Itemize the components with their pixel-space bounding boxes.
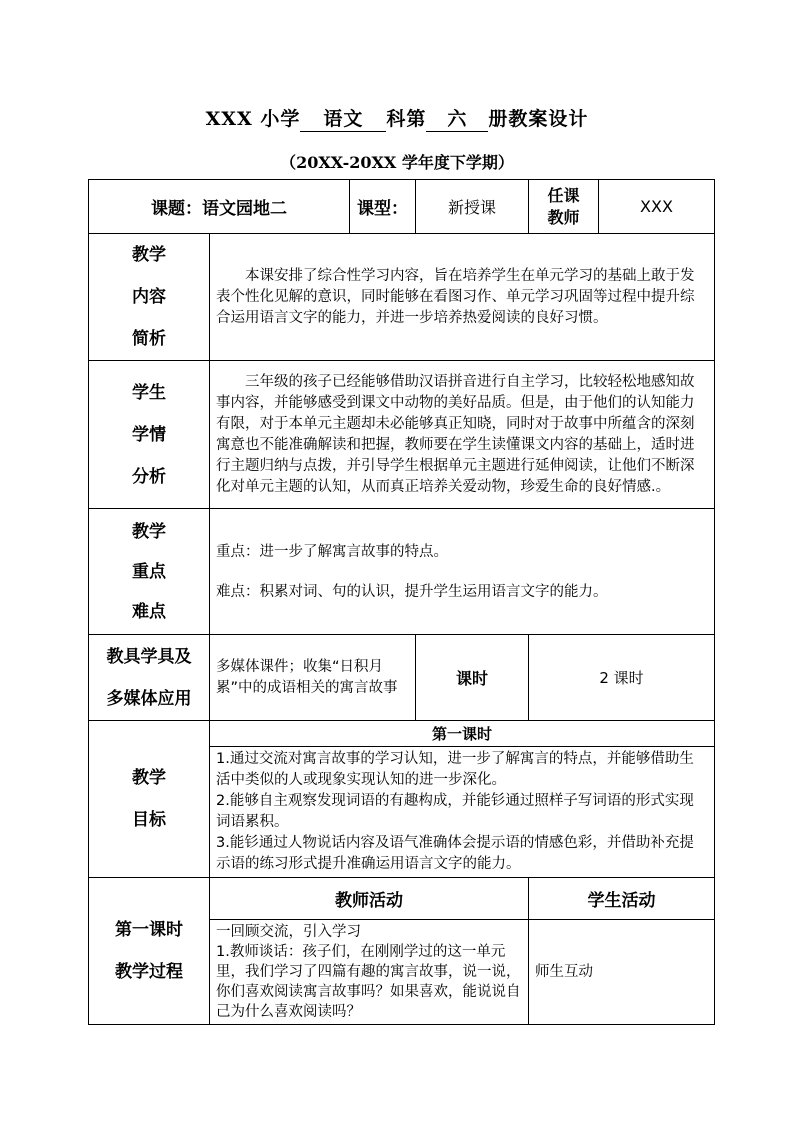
student-label-3: 分析 [132,466,166,487]
student-row [89,361,715,509]
title-subject: 语文 [300,104,386,132]
document-title [0,104,794,132]
teacher-activity-head: 教师活动 [210,878,529,920]
keypoints-row [89,509,715,635]
teacher-label [529,180,599,234]
objectives-head-row [89,721,715,747]
process-label-2: 教学过程 [115,962,183,982]
topic-cell: 课题：语文园地二 [89,180,350,234]
student-activity: 师生互动 [529,920,715,1025]
objective-item-2: 2.能够自主观察发现词语的有趣构成，并能钐通过照样子写词语的形式实现词语累积。 [216,793,694,830]
difficult-point: 难点：积累对词、句的认识，提升学生运用语言文字的能力。 [216,583,608,600]
lesson-plan-table [88,179,715,1025]
objective-item-3: 3.能钐通过人物说话内容及语气准确体会提示语的情感色彩，并借助补充提示语的练习形式提升准确运用语言文字的能力。 [216,835,694,872]
keypoints-text [210,509,715,635]
content-label [89,234,210,361]
objectives-label [89,721,210,878]
objective-item-1: 1.通过交流对寓言故事的学习认知，进一步了解寓言的特点，并能够借助生活中类似的人或现象实现认知的进一步深化。 [216,751,694,788]
student-activity-head: 学生活动 [529,878,715,920]
hours-label: 课时 [416,635,529,721]
objectives-list [210,747,715,878]
objectives-label-1: 教学 [132,768,166,788]
title-mid: 科第 [386,108,427,130]
tools-label-2: 多媒体应用 [106,688,192,709]
term-subtitle: （20XX-20XX 学年度下学期） [280,153,514,172]
content-label-3: 简析 [132,329,166,349]
tools-label [89,635,210,721]
process-label-1: 第一课时 [115,920,183,940]
key-point: 重点：进一步了解寓言故事的特点。 [216,543,448,560]
teacher-activity-line-2: 1.教师谈话：孩子们，在刚刚学过的这一单元里，我们学习了四篇有趣的寓言故事，说一说，你们喜欢阅读寓言故事吗？如果喜欢，能说说自己为什么喜欢阅读吗？ [216,944,521,1020]
process-label [89,878,210,1025]
tools-label-1: 教具学具及 [106,646,192,667]
teacher-label-line1: 任课 [547,185,580,205]
type-value: 新授课 [416,180,529,234]
type-label: 课型： [350,180,416,234]
content-text: 本课安排了综合性学习内容，旨在培养学生在单元学习的基础上敢于发表个性化见解的意识，同时能够在看图习作、单元学习巩固等过程中提升综合运用语言文字的能力，并进一步培养热爱阅读的良好习惯。 [210,234,715,361]
teacher-activity [210,920,529,1025]
content-row [89,234,715,361]
teacher-label-line2: 教师 [547,207,580,227]
hours-value: 2 课时 [529,635,715,721]
keypoints-label-3: 难点 [132,601,166,622]
keypoints-label [89,509,210,635]
teacher-activity-line-1: 一回顾交流，引入学习 [216,924,361,940]
student-text: 三年级的孩子已经能够借助汉语拼音进行自主学习，比较轻松地感知故事内容，并能够感受到课文中动物的美好品质。但是，由于他们的认知能力有限，对于本单元主题却未必能够真正知晓，同时对于故事中所蕴含的深刻寓意也不能准确解读和把握，教师要在学生读懂课文内容的基础上，适时进行主题归纳与点拨，并引导学生根据单元主题进行延伸阅读，让他们不断深化对单元主题的认知，从而真正培养关爱动物，珍爱生命的良好情感.。 [210,361,715,509]
objectives-lesson-title: 第一课时 [210,721,715,747]
student-label [89,361,210,509]
student-label-1: 学生 [132,382,166,403]
topic-row [89,180,715,234]
title-tail: 册教案设计 [488,108,589,130]
title-volume: 六 [426,104,488,132]
objectives-label-2: 目标 [132,810,166,830]
teacher-value: XXX [599,180,715,234]
process-head-row [89,878,715,920]
title-school: XXX 小学 [205,108,301,130]
content-label-1: 教学 [132,245,166,265]
tools-row [89,635,715,721]
keypoints-label-1: 教学 [132,521,166,542]
student-label-2: 学情 [132,424,166,445]
content-label-2: 内容 [132,287,166,307]
keypoints-label-2: 重点 [132,561,166,582]
tools-text: 多媒体课件；收集“日积月累”中的成语相关的寓言故事 [210,635,416,721]
